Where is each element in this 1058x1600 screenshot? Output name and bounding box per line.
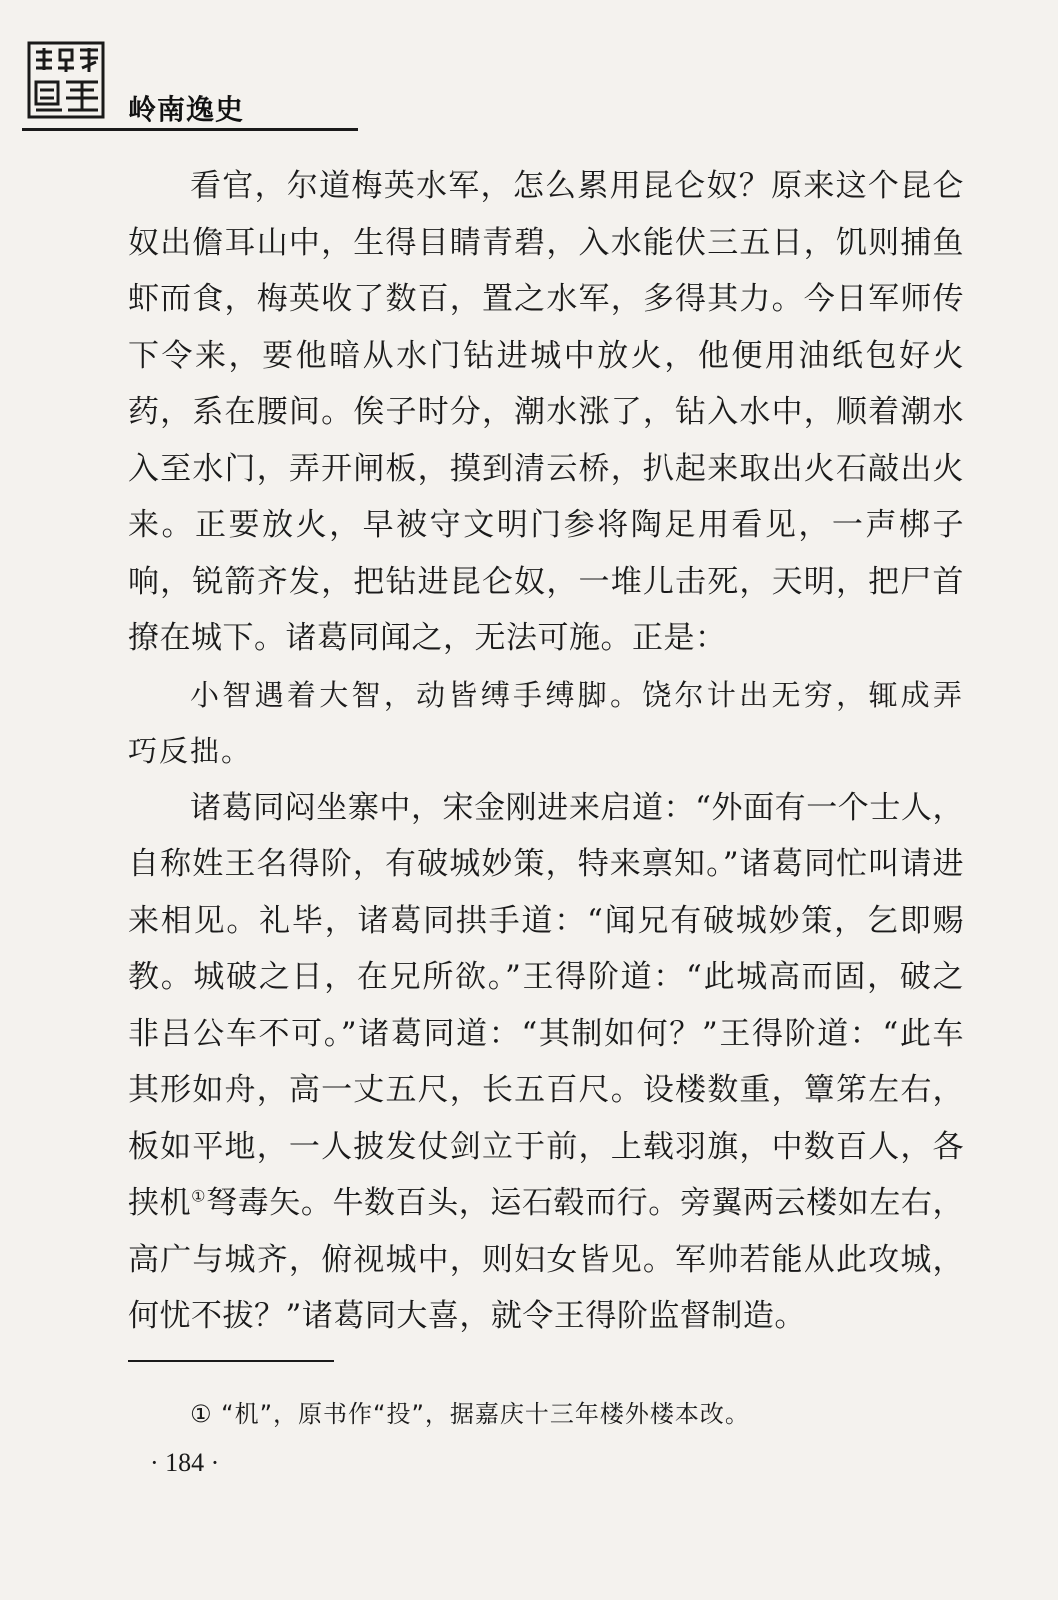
book-title: 岭南逸史 [128,93,245,126]
paragraph-1: 看官，尔道梅英水军，怎么累用昆仑奴？原来这个昆仑奴出儋耳山中，生得目睛青碧，入水能伏三五日，饥则捕鱼虾而食，梅英收了数百，置之水军，多得其力。今日军师传下令来，要他暗从水门钻进城中放火，他便用油纸包好火药，系在腰间。俟子时分，潮水涨了，钻入水中，顺着潮水入至水门，弄开闸板，摸到清云桥，扒起来取出火石敲出火来。正要放火，早被守文明门参将陶足用看见，一声梆子响，锐箭齐发，把钻进昆仑奴，一堆儿击死，天明，把尸首撩在城下。诸葛同闻之，无法可施。正是： [128,168,964,656]
paragraph-3-part-b: 弩毒矢。牛数百头，运石毂而行。旁翼两云楼如左右，高广与城齐，俯视城中，则妇女皆见。军帅若能从此攻城，何忧不拔？”诸葛同大喜，就令王得阶监督制造。 [128,1185,965,1334]
seal-logo [26,40,106,120]
paragraph-3-part-a: 诸葛同闷坐寨中，宋金刚进来启道：“外面有一个士人，自称姓王名得阶，有破城妙策，特来禀知。”诸葛同忙叫请进来相见。礼毕，诸葛同拱手道：“闻兄有破城妙策，乞即赐教。城破之日，在兄所欲。”王得阶道：“此城高而固，破之非吕公车不可。”诸葛同道：“其制如何？”王得阶道：“此车其形如舟，高一丈五尺，长五百尺。设楼数重，簟笫左右，板如平地，一人披发仗剑立于前，上载羽旗，中数百人，各挟机 [128,789,964,1221]
body-text [128,158,964,1345]
footnote-marker: ① [191,1186,207,1206]
footnote: ① “机”，原书作“投”，据嘉庆十三年楼外楼本改。 [190,1400,750,1428]
verse-couplet: 小智遇着大智，动皆缚手缚脚。饶尔计出无穷，辄成弄巧反拙。 [128,677,964,768]
page-number: · 184 · [150,1448,220,1477]
header-rule [22,128,358,131]
paragraph-3 [128,780,964,1345]
footnote-rule [128,1360,334,1362]
